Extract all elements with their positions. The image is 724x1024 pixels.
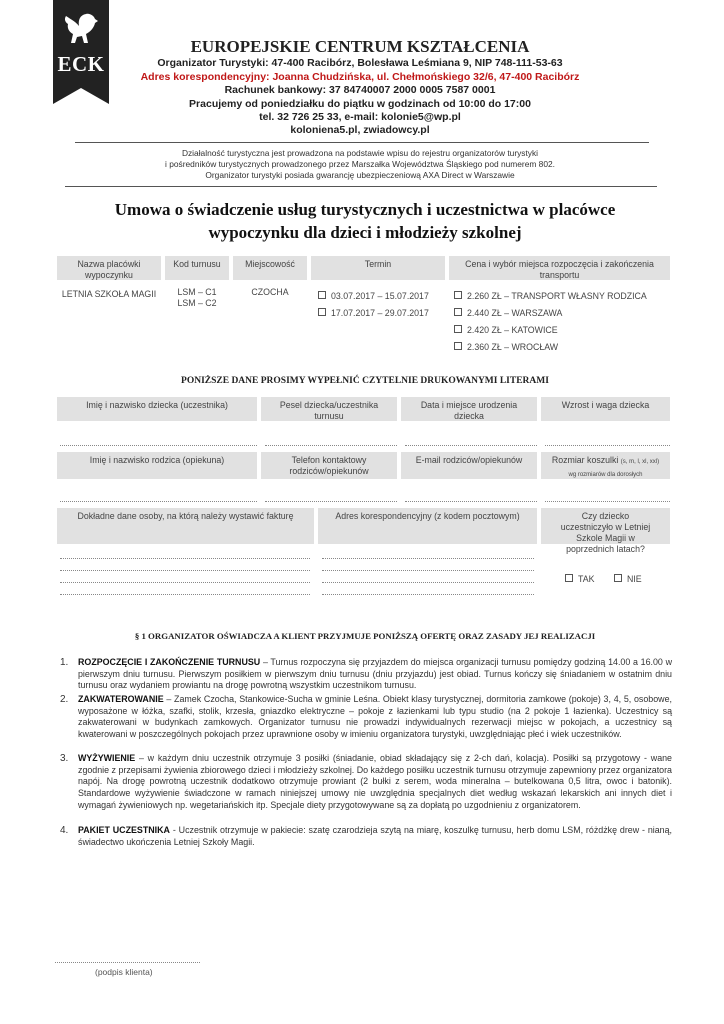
parent-name-field[interactable] (60, 501, 257, 502)
term-option[interactable]: 17.07.2017 – 29.07.2017 (318, 307, 429, 319)
camp-place: CZOCHA (251, 287, 289, 297)
invoice-field[interactable] (60, 558, 310, 559)
mailing-field[interactable] (322, 594, 534, 595)
price-option[interactable]: 2.360 ZŁ – WROCŁAW (454, 341, 558, 353)
signature-field[interactable] (55, 962, 200, 963)
info-line-3: Organizator turystyki posiada gwarancję ubezpieczeniową AXA Direct w Warszawie (205, 170, 515, 180)
list-item: 2. ZAKWATEROWANIE – Zamek Czocha, Stankowice-Sucha w gminie Leśna. Obiekt klasy turystycznej, dormitoria zamkowe (pokoje) 3, 4, 5, osobowe, wyposażone w łóżka, szafki, stolik, krzesła, gniazdko elektryczne – pokoje z łazienkami lub typu studio (na 2 pokoje 1 łazienka). Uczestnicy są zakwaterowani w budynkach zamkowych. Organizator turnusu nie prowadzi indywidualnych rezerwacji miejsc w pokojach, a uczestnicy są kwaterowani w poszczególnych pokojach przez uprawnione osoby w imieniu organizatora turystyki, uwzględniając płeć i wiek uczestników. (60, 694, 672, 740)
phone-field[interactable] (265, 501, 397, 502)
label-previous: Czy dziecko uczestniczyło w Letniej Szkole Magii w poprzednich latach? (541, 508, 670, 544)
logo-banner-tip (53, 88, 109, 104)
mailing-field[interactable] (322, 558, 534, 559)
checkbox[interactable] (318, 308, 326, 316)
document-title-2: wypoczynku dla dzieci i młodzieży szkolnej (208, 223, 522, 242)
tshirt-note: wg rozmiarów dla dorosłych (568, 472, 643, 478)
divider (65, 186, 657, 187)
web-line: koloniena5.pl, zwiadowcy.pl (290, 124, 430, 136)
invoice-field[interactable] (60, 570, 310, 571)
pesel-field[interactable] (265, 445, 397, 446)
label-child-name: Imię i nazwisko dziecka (uczestnika) (57, 397, 257, 421)
label-phone: Telefon kontaktowy rodziców/opiekunów (261, 452, 397, 479)
bank-line: Rachunek bankowy: 37 84740007 2000 0005 7587 0001 (224, 84, 496, 96)
mailing-field[interactable] (322, 582, 534, 583)
checkbox[interactable] (454, 342, 462, 350)
document-title-1: Umowa o świadczenie usług turystycznych i uczestnictwa w placówce (114, 200, 616, 219)
info-line-2: i pośredników turystycznych prowadzonego przez Marszałka Województwa Śląskiego pod numerem 802. (165, 159, 555, 169)
hours-line: Pracujemy od poniedziałku do piątku w godzinach od 10:00 do 17:00 (189, 98, 531, 110)
label-email: E-mail rodziców/opiekunów (401, 452, 537, 479)
header-code: Kod turnusu (165, 256, 229, 280)
previous-no[interactable]: NIE (614, 573, 642, 585)
camp-name: LETNIA SZKOŁA MAGII (61, 289, 157, 299)
label-invoice: Dokładne dane osoby, na którą należy wystawić fakturę (57, 508, 314, 544)
header-place: Miejscowość (233, 256, 307, 280)
label-pesel: Pesel dziecka/uczestnika turnusu (261, 397, 397, 421)
checkbox[interactable] (565, 574, 573, 582)
pegasus-icon (62, 10, 100, 46)
company-name: EUROPEJSKIE CENTRUM KSZTAŁCENIA (190, 37, 530, 56)
address-line: Adres korespondencyjny: Joanna Chudzińska, ul. Chełmońskiego 32/6, 47-400 Racibórz (140, 71, 580, 83)
birth-field[interactable] (405, 445, 537, 446)
header-price: Cena i wybór miejsca rozpoczęcia i zakończenia transportu (449, 256, 670, 280)
camp-code-1: LSM – C1 (177, 287, 217, 297)
info-line-1: Działalność turystyczna jest prowadzona na podstawie wpisu do rejestru organizatorów turystyki (181, 148, 539, 158)
label-mailing-address: Adres korespondencyjny (z kodem pocztowym) (318, 508, 537, 544)
invoice-field[interactable] (60, 582, 310, 583)
camp-code-2: LSM – C2 (177, 298, 217, 308)
label-height-weight: Wzrost i waga dziecka (541, 397, 670, 421)
signature-label: (podpis klienta) (95, 967, 153, 977)
email-field[interactable] (405, 501, 537, 502)
header-term: Termin (311, 256, 445, 280)
mailing-field[interactable] (322, 570, 534, 571)
checkbox[interactable] (614, 574, 622, 582)
contact-line: tel. 32 726 25 33, e-mail: kolonie5@wp.pl (259, 111, 461, 123)
list-item: 1. ROZPOCZĘCIE I ZAKOŃCZENIE TURNUSU – Turnus rozpoczyna się przyjazdem do miejsca organizacji turnusu pomiędzy godziną 14.00 a 16.00 w pierwszym dniu turnusu. Pierwszym posiłkiem w pierwszym dniu turnusu (dniu przyjazdu) jest obiad. Turnus kończy się śniadaniem w ostatnim dniu turnusu oraz wydaniem prowiantu na drogę powrotną wszystkim uczestnikom turnusu. (60, 657, 672, 691)
child-name-field[interactable] (60, 445, 257, 446)
tshirt-field[interactable] (545, 501, 670, 502)
label-birth: Data i miejsce urodzenia dziecka (401, 397, 537, 421)
height-weight-field[interactable] (545, 445, 670, 446)
checkbox[interactable] (454, 308, 462, 316)
invoice-field[interactable] (60, 594, 310, 595)
price-option[interactable]: 2.440 ZŁ – WARSZAWA (454, 307, 562, 319)
checkbox[interactable] (454, 325, 462, 333)
checkbox[interactable] (454, 291, 462, 299)
divider (75, 142, 649, 143)
tshirt-sizes: (s, m, l, xl, xxl) (620, 459, 660, 465)
term-option[interactable]: 03.07.2017 – 15.07.2017 (318, 290, 429, 302)
list-item: 4. PAKIET UCZESTNIKA - Uczestnik otrzymuje w pakiecie: szatę czarodzieja szytą na miarę, koszulkę turnusu, herb domu LSM, różdżkę drew - nianą, świadectwo ukończenia Letniej Szkoły Magii. (60, 825, 673, 847)
organizer-line: Organizator Turystyki: 47-400 Racibórz, Bolesława Leśmiana 9, NIP 748-111-53-63 (157, 57, 563, 69)
logo-text: ECK (57, 52, 105, 76)
list-item: 3. WYŻYWIENIE – w każdym dniu uczestnik otrzymuje 3 posiłki (śniadanie, obiad składający się z 2-ch dań, kolacja). Posiłki są przygotowy - wane zgodnie z przepisami żywienia zbiorowego dzieci i młodzieży szkolnej. Do każdego posiłku uczestnik turnusu otrzymuje zapewniony przez organizatora napój. Na drogę powrotną uczestnik dodatkowo otrzymuje prowiant (2 bułki z serem, woda mineralna – butelkowana 0,5 litra, owoc i batonik). Standardowe wyżywienie świadczone w ramach niniejszej umowy nie uwzględnia specjalnych diet według wskazań lekarskich ani innych diet i wymagań żywieniowych np. wegetariańskich itp. Specjale diety przygotowywane są za dopłatą po uzgodnieniu z organizatorem. (60, 753, 672, 810)
checkbox[interactable] (318, 291, 326, 299)
price-option[interactable]: 2.260 ZŁ – TRANSPORT WŁASNY RODZICA (454, 290, 647, 302)
price-option[interactable]: 2.420 ZŁ – KATOWICE (454, 324, 558, 336)
label-parent-name: Imię i nazwisko rodzica (opiekuna) (57, 452, 257, 479)
section-title: § 1 ORGANIZATOR OŚWIADCZA A KLIENT PRZYJMUJE PONIŻSZĄ OFERTĘ ORAZ ZASADY JEJ REALIZACJI (134, 631, 596, 641)
label-tshirt: Rozmiar koszulki (s, m, l, xl, xxl) wg rozmiarów dla dorosłych (541, 452, 670, 479)
form-instruction: PONIŻSZE DANE PROSIMY WYPEŁNIĆ CZYTELNIE DRUKOWANYMI LITERAMI (181, 376, 549, 386)
header-camp-name: Nazwa placówki wypoczynku (57, 256, 161, 280)
previous-yes[interactable]: TAK (565, 573, 594, 585)
